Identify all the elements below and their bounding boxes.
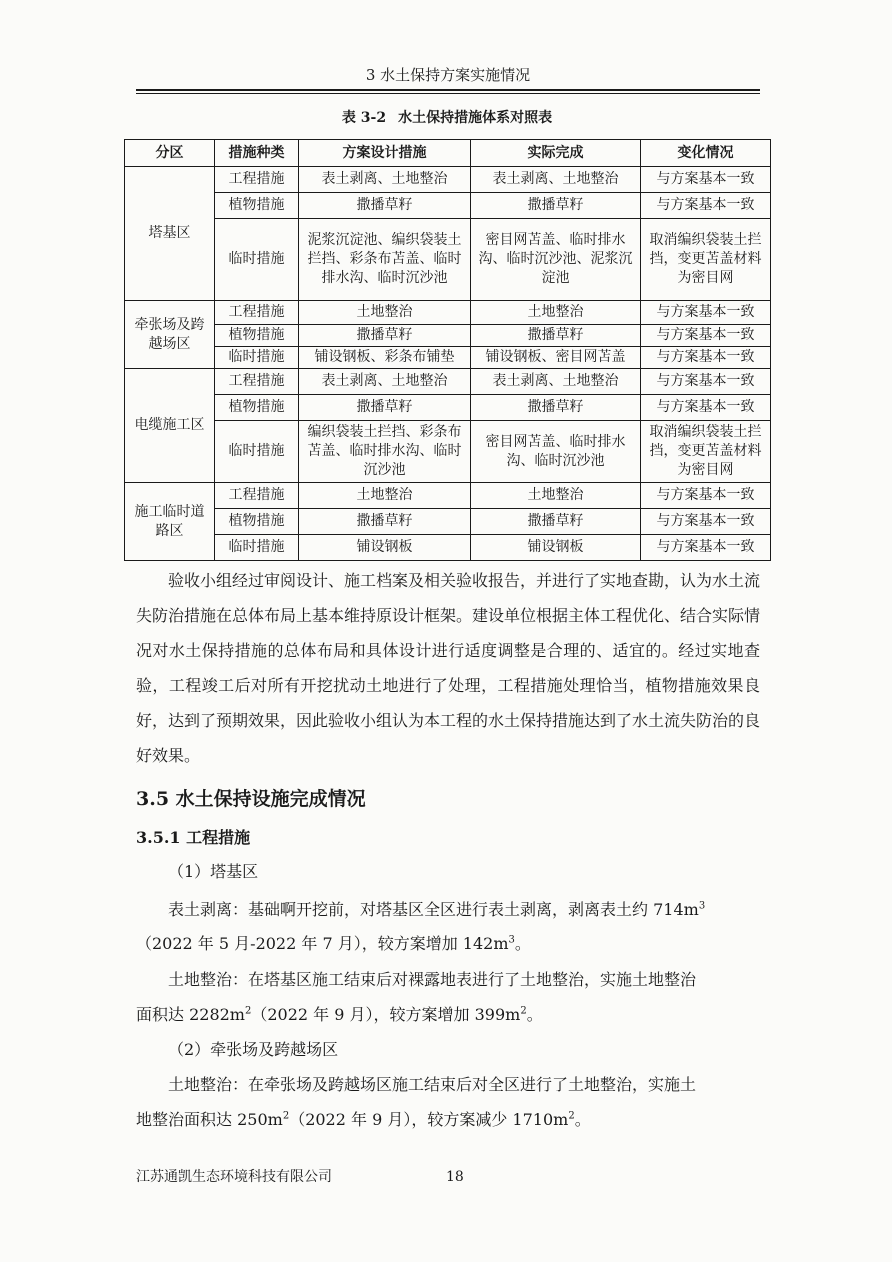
actual-cell: 铺设钢板	[471, 535, 641, 561]
column-header: 方案设计措施	[299, 140, 471, 167]
measure-type-cell: 工程措施	[215, 369, 299, 395]
table-row	[125, 325, 771, 347]
area-cell: 牵张场及跨越场区	[125, 301, 215, 369]
table-row	[125, 483, 771, 509]
measure-type-cell: 植物措施	[215, 395, 299, 421]
change-cell: 与方案基本一致	[641, 535, 771, 561]
table-row	[125, 395, 771, 421]
design-cell: 撒播草籽	[299, 325, 471, 347]
change-cell: 与方案基本一致	[641, 347, 771, 369]
change-cell: 与方案基本一致	[641, 369, 771, 395]
measure-type-cell: 植物措施	[215, 193, 299, 219]
design-cell: 撒播草籽	[299, 509, 471, 535]
actual-cell: 土地整治	[471, 301, 641, 325]
change-cell: 与方案基本一致	[641, 193, 771, 219]
measure-type-cell: 植物措施	[215, 509, 299, 535]
item-title-tension-area: （2）牵张场及跨越场区	[168, 1040, 339, 1059]
measure-type-cell: 临时措施	[215, 421, 299, 483]
design-cell: 铺设钢板、彩条布铺垫	[299, 347, 471, 369]
table-caption-text: 水土保持措施体系对照表	[398, 110, 553, 126]
design-cell: 土地整治	[299, 483, 471, 509]
table-row	[125, 421, 771, 483]
header-rule-thick	[136, 89, 760, 91]
actual-cell: 土地整治	[471, 483, 641, 509]
actual-cell: 撒播草籽	[471, 193, 641, 219]
table-row	[125, 535, 771, 561]
measure-type-cell: 工程措施	[215, 301, 299, 325]
page-number: 18	[446, 1169, 464, 1185]
table-header-row	[125, 140, 771, 167]
header-rule-thin	[136, 93, 760, 94]
design-cell: 土地整治	[299, 301, 471, 325]
table-row	[125, 219, 771, 301]
tension-land-leveling-line-2: 地整治面积达 $250m^2(2022$ 年 9 月），较方案减少 $1710m^2$。	[136, 1110, 591, 1129]
land-leveling-line-2: 面积达 $2282m^2(2022$ 年 9 月），较方案增加 $399m^2$。	[136, 1005, 543, 1024]
actual-cell: 撒播草籽	[471, 509, 641, 535]
design-cell: 泥浆沉淀池、编织袋装土拦挡、彩条布苫盖、临时排水沟、临时沉沙池	[299, 219, 471, 301]
actual-cell: 撒播草籽	[471, 395, 641, 421]
column-header: 变化情况	[641, 140, 771, 167]
actual-cell: 表土剥离、土地整治	[471, 167, 641, 193]
subsection-heading: 3.5.1 工程措施	[136, 828, 251, 847]
acceptance-paragraph: 验收小组经过审阅设计、施工档案及相关验收报告，并进行了实地查勘，认为水土流失防治措施在总体布局上基本维持原设计框架。建设单位根据主体工程优化、结合实际情况对水土保持措施的总体布局和具体设计进行适度调整是合理的、适宜的。经过实地查验，工程竣工后对所有开挖扰动土地进行了处理，工程措施处理恰当，植物措施效果良好，达到了预期效果，因此验收小组认为本工程的水土保持措施达到了水土流失防治的良好效果。	[136, 571, 761, 765]
change-cell: 与方案基本一致	[641, 509, 771, 535]
change-cell: 取消编织袋装土拦挡，变更苫盖材料为密目网	[641, 421, 771, 483]
table-row	[125, 167, 771, 193]
table-row	[125, 509, 771, 535]
area-cell: 电缆施工区	[125, 369, 215, 483]
change-cell: 与方案基本一致	[641, 483, 771, 509]
area-cell: 施工临时道路区	[125, 483, 215, 561]
table-row	[125, 347, 771, 369]
running-header: 3 水土保持方案实施情况	[365, 66, 531, 84]
column-header: 分区	[125, 140, 215, 167]
measure-type-cell: 临时措施	[215, 219, 299, 301]
design-cell: 编织袋装土拦挡、彩条布苫盖、临时排水沟、临时沉沙池	[299, 421, 471, 483]
topsoil-stripping-line-2: （2022 年 5 月-2022 年 7 月），较方案增加 $142m^3$。	[136, 934, 531, 953]
change-cell: 与方案基本一致	[641, 301, 771, 325]
land-leveling-line-1: 土地整治：在塔基区施工结束后对裸露地表进行了土地整治，实施土地整治	[168, 970, 697, 989]
change-cell: 与方案基本一致	[641, 167, 771, 193]
actual-cell: 撒播草籽	[471, 325, 641, 347]
table-row	[125, 369, 771, 395]
item-title-tower-area: （1）塔基区	[168, 862, 259, 881]
change-cell: 与方案基本一致	[641, 395, 771, 421]
table-caption-number: 表 3-2	[341, 110, 387, 126]
column-header: 实际完成	[471, 140, 641, 167]
actual-cell: 铺设钢板、密目网苫盖	[471, 347, 641, 369]
measure-type-cell: 工程措施	[215, 483, 299, 509]
area-cell: 塔基区	[125, 167, 215, 301]
actual-cell: 密目网苫盖、临时排水沟、临时沉沙池	[471, 421, 641, 483]
design-cell: 撒播草籽	[299, 193, 471, 219]
design-cell: 铺设钢板	[299, 535, 471, 561]
design-cell: 表土剥离、土地整治	[299, 369, 471, 395]
change-cell: 取消编织袋装土拦挡，变更苫盖材料为密目网	[641, 219, 771, 301]
tension-land-leveling-line-1: 土地整治：在牵张场及跨越场区施工结束后对全区进行了土地整治，实施土	[168, 1075, 697, 1094]
design-cell: 撒播草籽	[299, 395, 471, 421]
actual-cell: 表土剥离、土地整治	[471, 369, 641, 395]
table-row	[125, 301, 771, 325]
change-cell: 与方案基本一致	[641, 325, 771, 347]
table-caption	[124, 107, 770, 129]
topsoil-stripping-line-1: 表土剥离：基础啊开挖前，对塔基区全区进行表土剥离，剥离表土约 $714m^3$	[168, 900, 706, 919]
measure-type-cell: 工程措施	[215, 167, 299, 193]
measures-comparison-table	[124, 139, 771, 561]
column-header: 措施种类	[215, 140, 299, 167]
table-row	[125, 193, 771, 219]
measure-type-cell: 植物措施	[215, 325, 299, 347]
footer-company: 江苏通凯生态环境科技有限公司	[136, 1169, 332, 1185]
actual-cell: 密目网苫盖、临时排水沟、临时沉沙池、泥浆沉淀池	[471, 219, 641, 301]
measure-type-cell: 临时措施	[215, 347, 299, 369]
measure-type-cell: 临时措施	[215, 535, 299, 561]
section-heading: 3.5 水土保持设施完成情况	[136, 788, 366, 810]
design-cell: 表土剥离、土地整治	[299, 167, 471, 193]
